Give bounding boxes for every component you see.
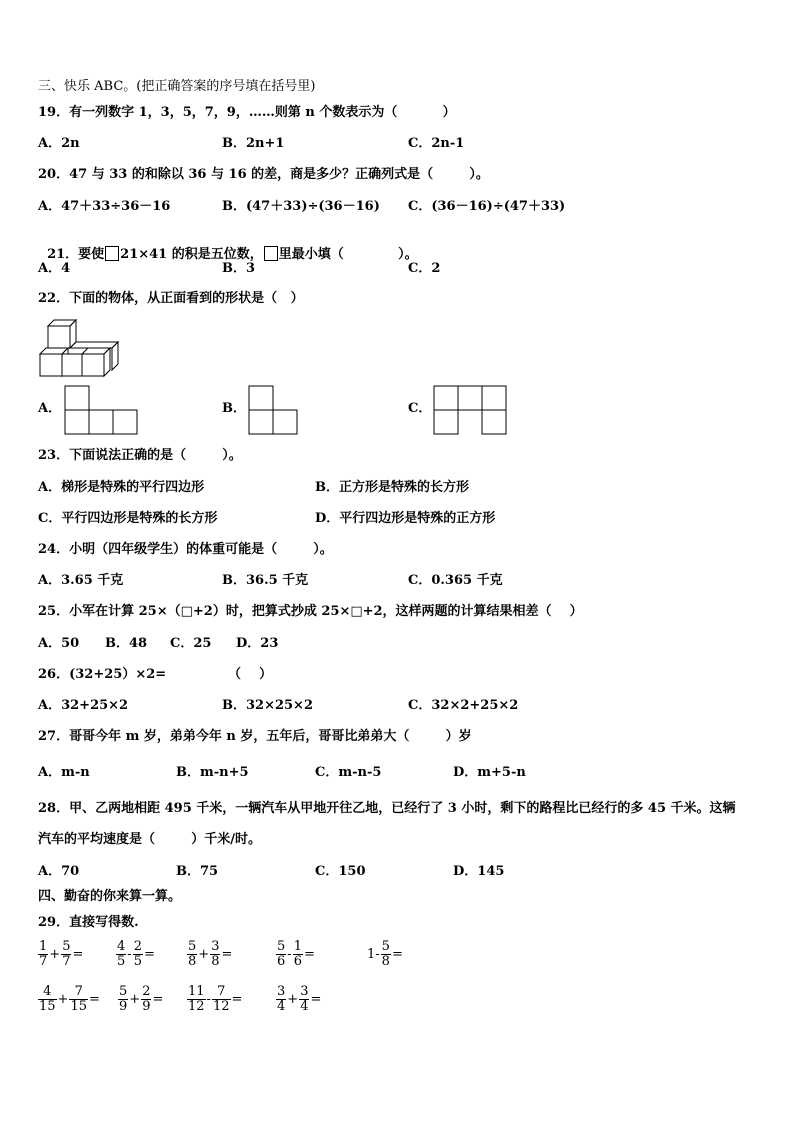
q22-option-a-shape [64,385,138,435]
fraction-expression [187,940,233,969]
q26-answer-blank: （ ） [228,667,273,682]
q24-option-c: C．0.365 千克 [408,573,503,588]
q21-stem-mid: 21×41 的积是五位数， [120,247,263,262]
q22-option-b-shape [248,385,298,435]
q19-option-c: C．2n-1 [408,136,465,151]
equals: = [310,991,322,1007]
q25-stem: 25．小军在计算 25×（□+2）时，把算式抄成 25×□+2，这样两题的计算结果相差（ ） [38,604,583,619]
equals: = [303,946,315,962]
q21-stem-pre: 21．要使 [47,247,105,262]
denominator: 5 [133,954,142,969]
q25-option-a: A．50 [38,636,80,651]
q23-option-b: B．正方形是特殊的长方形 [315,480,469,495]
fraction-expression [187,985,243,1014]
numerator: 1 [39,939,48,954]
q28-option-c: C．150 [315,864,366,879]
denominator: 6 [293,954,302,969]
q20-option-b: B．(47＋33)÷(36－16) [222,199,380,214]
q24-option-b: B．36.5 千克 [222,573,309,588]
q27-option-c: C．m-n-5 [315,765,382,780]
numerator: 5 [381,939,390,954]
operator: - [287,946,292,962]
q27-option-b: B．m-n+5 [176,765,249,780]
denominator: 15 [39,999,56,1014]
denominator: 9 [119,999,128,1014]
q20-stem: 20．47 与 33 的和除以 36 与 16 的差，商是多少？正确列式是（ ）。 [38,167,489,182]
q20-option-c: C．(36－16)÷(47＋33) [408,199,566,214]
q28-option-a: A．70 [38,864,80,879]
q27-stem: 27．哥哥今年 m 岁，弟弟今年 n 岁，五年后，哥哥比弟弟大（ ）岁 [38,729,472,744]
equals: = [143,946,155,962]
equals: = [391,946,403,962]
q20-option-a: A．47＋33÷36－16 [38,199,171,214]
q25-option-b: B．48 [105,636,148,651]
operator: + [57,991,69,1007]
denominator: 12 [212,999,230,1014]
q26-option-a: A．32+25×2 [38,698,129,713]
numerator: 3 [277,984,286,999]
numerator: 3 [211,939,220,954]
q26-stem: 26．(32+25）×2= [38,667,167,682]
q21-stem-post: 里最小填（ ）。 [278,247,418,262]
q22-option-b: B． [222,401,246,416]
denominator: 8 [188,954,197,969]
denominator: 5 [117,954,126,969]
denominator: 6 [277,954,286,969]
numerator: 11 [188,984,205,999]
numerator: 3 [300,984,309,999]
denominator: 15 [70,999,87,1014]
denominator: 8 [211,954,220,969]
fraction-expression [38,940,84,969]
q27-option-d: D．m+5-n [453,765,526,780]
q21-option-c: C．2 [408,261,441,276]
blank-box [105,246,119,261]
numerator: 2 [142,984,151,999]
fraction-expression [38,985,101,1014]
q29-stem: 29．直接写得数. [38,915,139,930]
denominator: 8 [381,954,390,969]
numerator: 5 [62,939,71,954]
q19-stem: 19．有一列数字 1，3，5，7，9，……则第 n 个数表示为（ ） [38,105,456,120]
q21-stem [38,230,418,263]
fraction-expression [366,940,404,969]
denominator: 12 [188,999,205,1014]
q21-option-a: A．4 [38,261,71,276]
fraction-expression [118,985,164,1014]
q28-option-b: B．75 [176,864,219,879]
denominator: 4 [300,999,309,1014]
q22-option-c: C． [408,401,432,416]
cube-stack-figure [38,318,122,378]
q24-option-a: A．3.65 千克 [38,573,124,588]
operator: + [198,946,210,962]
section4-title: 四、勤奋的你来算一算。 [38,889,182,904]
q26-option-c: C．32×2+25×2 [408,698,519,713]
fraction-expression [276,940,316,969]
q24-stem: 24．小明（四年级学生）的体重可能是（ ）。 [38,542,333,557]
operator: - [127,946,132,962]
q27-option-a: A．m-n [38,765,90,780]
numerator: 7 [69,985,88,1000]
numerator: 4 [117,939,126,954]
denominator: 4 [277,999,286,1014]
q25-option-c: C．25 [170,636,212,651]
q28-option-d: D．145 [453,864,505,879]
denominator: 7 [62,954,71,969]
operator: + [287,991,299,1007]
operator: + [49,946,61,962]
denominator: 9 [142,999,151,1014]
section3-title: 三、快乐 ABC。(把正确答案的序号填在括号里) [38,79,316,94]
equals: = [72,946,84,962]
operator: + [129,991,141,1007]
numerator: 1 [293,939,302,954]
equals: = [221,946,233,962]
fraction-expression [116,940,156,969]
operator: - [206,991,211,1007]
q19-option-a: A．2n [38,136,80,151]
numerator: 4 [38,985,57,1000]
numerator: 7 [212,985,231,1000]
q19-option-b: B．2n+1 [222,136,285,151]
q22-stem: 22．下面的物体，从正面看到的形状是（ ） [38,291,304,306]
q22-option-a: A． [38,401,62,416]
numerator: 2 [133,939,142,954]
q22-option-c-shape [433,385,507,435]
numerator: 5 [119,984,128,999]
equals: = [152,991,164,1007]
blank-box [264,246,278,261]
q26-option-b: B．32×25×2 [222,698,314,713]
denominator: 7 [39,954,48,969]
fraction-expression [276,985,322,1014]
q23-stem: 23．下面说法正确的是（ ）。 [38,448,242,463]
q23-option-d: D．平行四边形是特殊的正方形 [315,511,496,526]
q28-stem-line1: 28．甲、乙两地相距 495 千米，一辆汽车从甲地开往乙地，已经行了 3 小时，剩下的路程比已经行的多 45 千米。这辆 [38,801,736,816]
numerator: 5 [188,939,197,954]
q23-option-a: A．梯形是特殊的平行四边形 [38,480,205,495]
equals: = [89,991,100,1007]
equals: = [231,991,243,1007]
q25-option-d: D．23 [236,636,279,651]
q23-option-c: C．平行四边形是特殊的长方形 [38,511,218,526]
operator: 1- [367,946,380,962]
q21-option-b: B．3 [222,261,256,276]
numerator: 5 [277,939,286,954]
q28-stem-line2: 汽车的平均速度是（ ）千米/时。 [38,832,261,847]
